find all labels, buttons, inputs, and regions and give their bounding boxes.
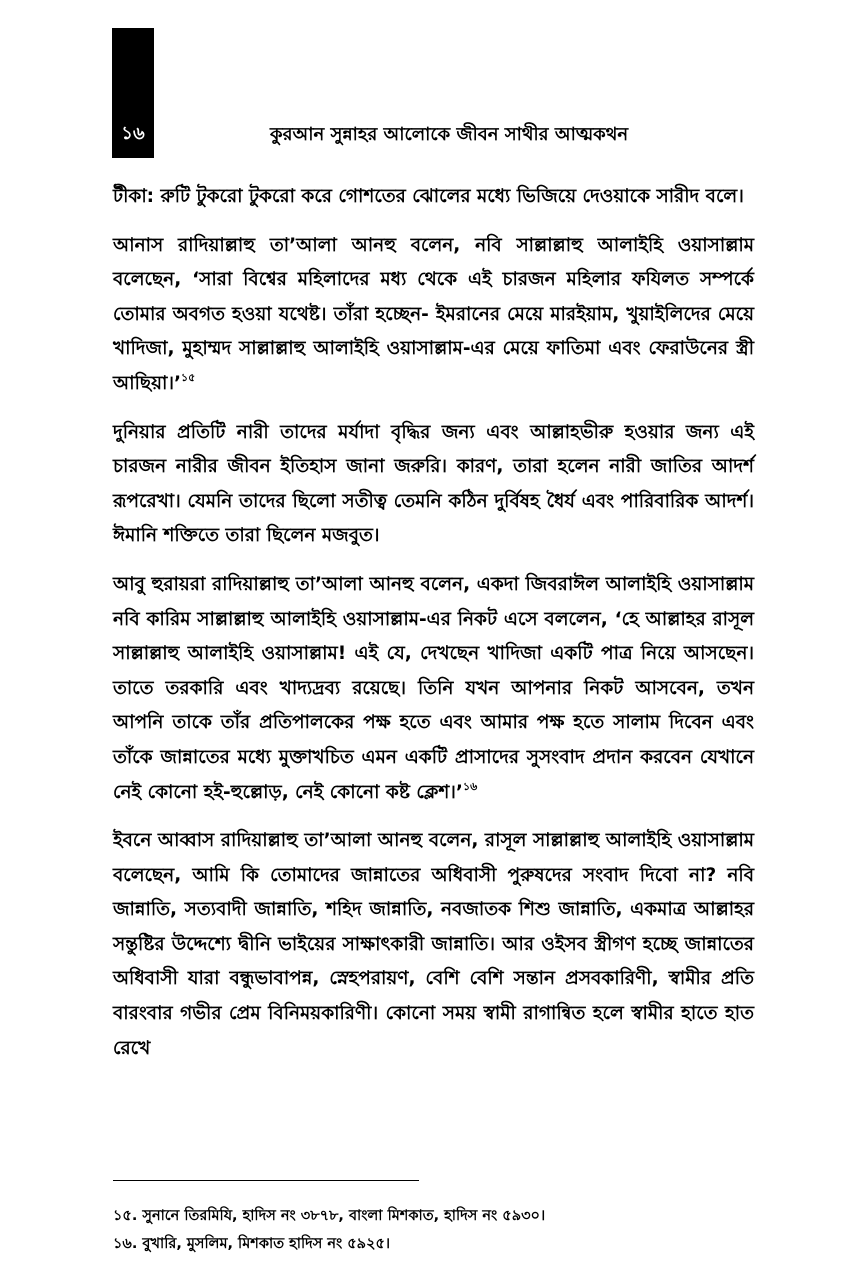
footnote-divider: [113, 1180, 419, 1181]
footnote-marker-16: ১৬: [462, 779, 478, 793]
paragraph-text: টীকা: রুটি টুকরো টুকরো করে গোশতের ঝোলের মধ্যে ভিজিয়ে দেওয়াকে সারীদ বলে।: [113, 186, 744, 207]
page-number-tab: [112, 28, 154, 158]
paragraph-2: [113, 229, 754, 402]
paragraph-4: [113, 568, 754, 810]
main-text: [113, 180, 754, 1080]
page-number: ১৬: [121, 123, 145, 144]
paragraph-text: আনাস রাদিয়াল্লাহু তা’আলা আনহু বলেন, নবি সাল্লাল্লাহু আলাইহি ওয়াসাল্লাম বলেছেন, ‘সারা বিশ্বের মহিলাদের মধ্য থেকে এই চারজন মহিলার ফযিলত সম্পর্কে তোমার অবগত হওয়া যথেষ্ট। তাঁরা হচ্ছেন- ইমরানের মেয়ে মারইয়াম, খুয়াইলিদের মেয়ে খাদিজা, মুহাম্মদ সাল্লাল্লাহু আলাইহি ওয়াসাল্লাম-এর মেয়ে ফাতিমা এবং ফেরাউনের স্ত্রী আছিয়া।’: [113, 234, 754, 394]
footnote-15: ১৫. সুনানে তিরমিযি, হাদিস নং ৩৮৭৮, বাংলা মিশকাত, হাদিস নং ৫৯৩০।: [113, 1208, 546, 1224]
footnote-16: ১৬. বুখারি, মুসলিম, মিশকাত হাদিস নং ৫৯২৫।: [113, 1236, 391, 1252]
running-title: কুরআন সুন্নাহর আলোকে জীবন সাথীর আত্মকথন: [270, 124, 629, 145]
paragraph-3: [113, 416, 754, 554]
paragraph-text: আবু হুরায়রা রাদিয়াল্লাহু তা’আলা আনহু বলেন, একদা জিবরাঈল আলাইহি ওয়াসাল্লাম নবি কারিম সাল্লাল্লাহু আলাইহি ওয়াসাল্লাম-এর নিকট এসে বললেন, ‘হে আল্লাহর রাসূল সাল্লাল্লাহু আলাইহি ওয়াসাল্লাম! এই যে, দেখছেন খাদিজা একটি পাত্র নিয়ে আসছেন। তাতে তরকারি এবং খাদ্যদ্রব্য রয়েছে। তিনি যখন আপনার নিকট আসবেন, তখন আপনি তাকে তাঁর প্রতিপালকের পক্ষ হতে এবং আমার পক্ষ হতে সালাম দিবেন এবং তাঁকে জান্নাতের মধ্যে মুক্তাখচিত এমন একটি প্রাসাদের সুসংবাদ প্রদান করবেন যেখানে নেই কোনো হই-হুল্লোড়, নেই কোনো কষ্ট ক্লেশ।’: [113, 573, 754, 803]
footnote-marker-15: ১৫: [181, 370, 196, 384]
paragraph-text: দুনিয়ার প্রতিটি নারী তাদের মর্যাদা বৃদ্ধির জন্য এবং আল্লাহভীরু হওয়ার জন্য এই চারজন নারীর জীবন ইতিহাস জানা জরুরি। কারণ, তারা হলেন নারী জাতির আদর্শ রূপরেখা। যেমনি তাদের ছিলো সতীত্ব তেমনি কঠিন দুর্বিষহ ধৈর্য এবং পারিবারিক আদর্শ। ঈমানি শক্তিতে তারা ছিলেন মজবুত।: [113, 421, 754, 547]
paragraph-1: [113, 180, 754, 215]
paragraph-5: [113, 824, 754, 1066]
paragraph-text: ইবনে আব্বাস রাদিয়াল্লাহু তা’আলা আনহু বলেন, রাসূল সাল্লাল্লাহু আলাইহি ওয়াসাল্লাম বলেছেন, আমি কি তোমাদের জান্নাতের অধিবাসী পুরুষদের সংবাদ দিবো না? নবি জান্নাতি, সত্যবাদী জান্নাতি, শহিদ জান্নাতি, নবজাতক শিশু জান্নাতি, একমাত্র আল্লাহর সন্তুষ্টির উদ্দেশ্যে দ্বীনি ভাইয়ের সাক্ষাৎকারী জান্নাতি। আর ওইসব স্ত্রীগণ হচ্ছে জান্নাতের অধিবাসী যারা বন্ধুভাবাপন্ন, স্নেহপরায়ণ, বেশি বেশি সন্তান প্রসবকারিণী, স্বামীর প্রতি বারংবার গভীর প্রেম বিনিময়কারিণী। কোনো সময় স্বামী রাগান্বিত হলে স্বামীর হাতে হাত রেখে: [113, 830, 754, 1059]
footnotes: [113, 1202, 754, 1258]
